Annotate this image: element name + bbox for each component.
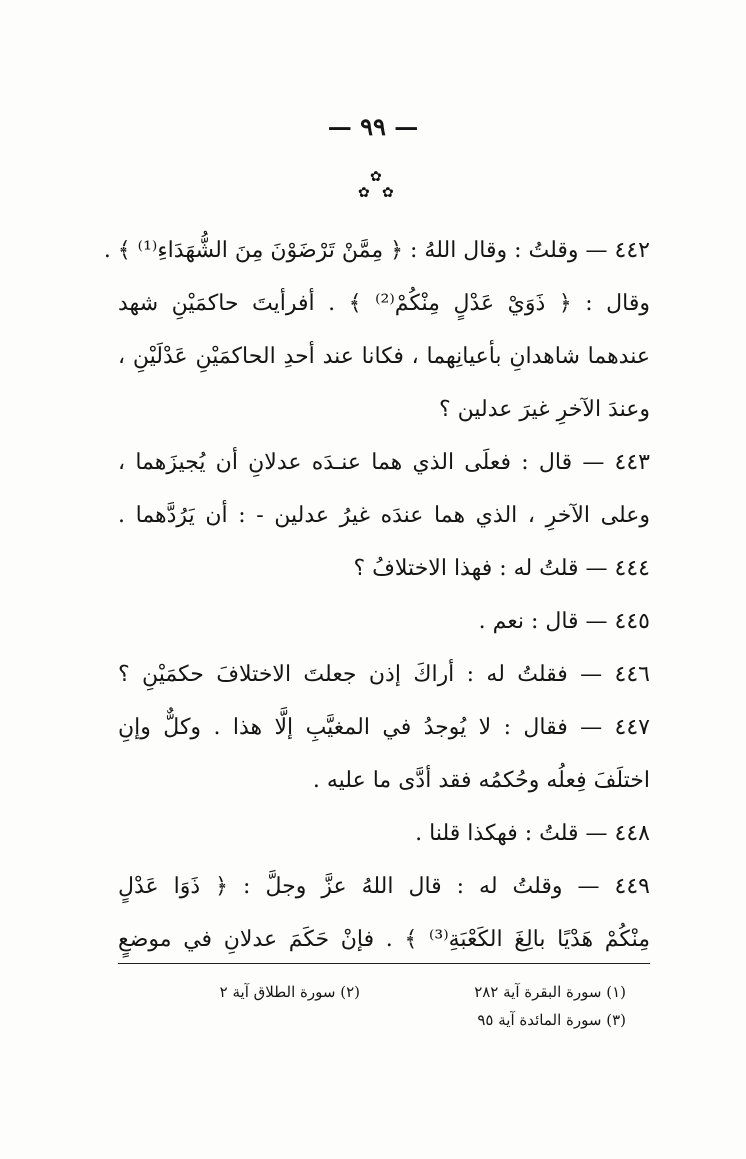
text-line-13: ٤٤٩ — وقلتُ له : قال اللهُ عزَّ وجلَّ : ﴿ ذَوَا عَدْلٍ xyxy=(118,874,650,899)
text-line-1: ٤٤٢ — وقلتُ : وقال اللهُ : ﴿ مِمَّنْ تَرْضَوْنَ مِنَ الشُّهَدَاءِ⁽¹⁾ ﴾ . xyxy=(103,238,650,263)
text-line-4: وعندَ الآخرِ غيرَ عدلين ؟ xyxy=(438,397,650,422)
text-line-7: ٤٤٤ — قلتُ له : فهذا الاختلافُ ؟ xyxy=(353,556,650,581)
footnote-divider xyxy=(118,963,650,964)
text-line-10: ٤٤٧ — فقال : لا يُوجدُ في المغيَّبِ إلَّا هذا . وكلٌّ وإنِ xyxy=(118,715,650,740)
ornament-star-top: ✿ xyxy=(370,169,382,185)
text-line-6: وعلى الآخرِ ، الذي هما عندَه غيرُ عدلين - : أن يَرُدَّهما . xyxy=(118,503,650,528)
text-line-8: ٤٤٥ — قال : نعم . xyxy=(478,609,650,634)
ornament-asterism xyxy=(348,162,408,202)
text-line-12: ٤٤٨ — قلتُ : فهكذا قلنا . xyxy=(415,821,650,846)
text-line-9: ٤٤٦ — فقلتُ له : أراكَ إذن جعلتَ الاختلافَ حكمَيْنِ ؟ xyxy=(118,662,650,687)
page-number: — ٩٩ — xyxy=(327,112,419,141)
text-line-14: مِنْكُمْ هَدْيًا بالِغَ الكَعْبَةِ⁽³⁾ ﴾ . فإنْ حَكَمَ عدلانِ في موضعٍ xyxy=(118,927,650,952)
ornament-star-left: ✿ xyxy=(358,185,370,201)
footnote-row xyxy=(118,978,650,1006)
text-line-3: عندهما شاهدانِ بأعيانِهما ، فكانا عند أحدِ الحاكمَيْنِ عَدْلَيْنِ ، xyxy=(118,344,650,369)
body-text xyxy=(103,224,650,966)
footnote-empty xyxy=(118,1006,384,1034)
footnotes xyxy=(118,978,650,1034)
footnote-1: (١) سورة البقرة آية ٢٨٢ xyxy=(474,983,626,1001)
footnote-3: (٣) سورة المائدة آية ٩٥ xyxy=(477,1011,626,1029)
text-line-2: وقال : ﴿ ذَوَيْ عَدْلٍ مِنْكُمْ⁽²⁾ ﴾ . أفرأيتَ حاكمَيْنِ شهد xyxy=(118,291,650,316)
ornament-star-right: ✿ xyxy=(382,185,394,201)
footnote-row xyxy=(118,1006,650,1034)
text-line-11: اختلَفَ فِعلُه وحُكمُه فقد أدَّى ما عليه . xyxy=(312,768,650,793)
footnote-2: (٢) سورة الطلاق آية ٢ xyxy=(219,983,360,1001)
text-line-5: ٤٤٣ — قال : فعلَى الذي هما عنـدَه عدلانِ أن يُجيزَهما ، xyxy=(118,450,650,475)
